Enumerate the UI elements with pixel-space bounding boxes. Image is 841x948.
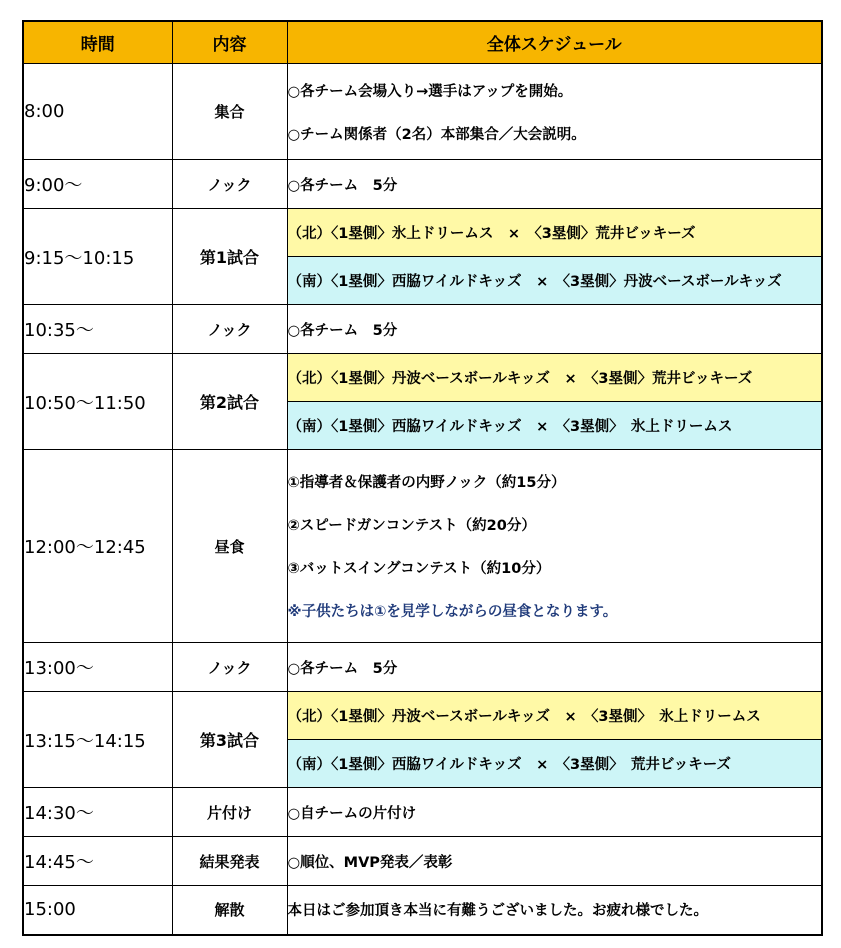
- table-row: [23, 788, 822, 837]
- row-category: 昼食: [172, 450, 287, 643]
- row-description: [287, 450, 822, 643]
- row-time: 12:00～12:45: [23, 450, 172, 643]
- row-description: [287, 64, 822, 160]
- row-time: 10:50～11:50: [23, 354, 172, 450]
- row-description: ○順位、MVP発表／表彰: [287, 837, 822, 886]
- row-description: ○各チーム 5分: [287, 643, 822, 692]
- desc-line: ○チーム関係者（2名）本部集合／大会説明。: [287, 126, 586, 143]
- row-category: 結果発表: [172, 837, 287, 886]
- table-row: [23, 692, 822, 740]
- row-category: 第2試合: [172, 354, 287, 450]
- row-category: 第1試合: [172, 209, 287, 305]
- row-time: 9:00～: [23, 160, 172, 209]
- row-category: ノック: [172, 643, 287, 692]
- table-row: [23, 354, 822, 402]
- row-category: ノック: [172, 160, 287, 209]
- match-south: （南）〈1塁側〉西脇ワイルドキッズ × 〈3塁側〉丹波ベースボールキッズ: [287, 257, 822, 305]
- lunch-item: ②スピードガンコンテスト（約20分）: [287, 518, 536, 534]
- header-content: 内容: [172, 21, 287, 64]
- header-row: [23, 21, 822, 64]
- lunch-item: ①指導者＆保護者の内野ノック（約15分）: [287, 475, 566, 491]
- schedule-table: [22, 20, 823, 936]
- row-category: 片付け: [172, 788, 287, 837]
- lunch-note: ※子供たちは①を見学しながらの昼食となります。: [287, 604, 618, 620]
- row-category: 第3試合: [172, 692, 287, 788]
- match-north: （北）〈1塁側〉氷上ドリームス × 〈3塁側〉荒井ビッキーズ: [287, 209, 822, 257]
- table-row: [23, 886, 822, 935]
- match-south: （南）〈1塁側〉西脇ワイルドキッズ × 〈3塁側〉 荒井ビッキーズ: [287, 740, 822, 788]
- table-row: [23, 160, 822, 209]
- row-category: 解散: [172, 886, 287, 935]
- row-time: 13:00～: [23, 643, 172, 692]
- row-time: 10:35～: [23, 305, 172, 354]
- header-schedule: 全体スケジュール: [287, 21, 822, 64]
- row-description: ○各チーム 5分: [287, 305, 822, 354]
- row-time: 13:15～14:15: [23, 692, 172, 788]
- table-row: [23, 305, 822, 354]
- match-south: （南）〈1塁側〉西脇ワイルドキッズ × 〈3塁側〉 氷上ドリームス: [287, 402, 822, 450]
- row-category: 集合: [172, 64, 287, 160]
- header-time: 時間: [23, 21, 172, 64]
- match-north: （北）〈1塁側〉丹波ベースボールキッズ × 〈3塁側〉 氷上ドリームス: [287, 692, 822, 740]
- row-category: ノック: [172, 305, 287, 354]
- lunch-item: ③バットスイングコンテスト（約10分）: [287, 561, 551, 577]
- row-time: 9:15～10:15: [23, 209, 172, 305]
- table-row: [23, 837, 822, 886]
- row-time: 8:00: [23, 64, 172, 160]
- match-north: （北）〈1塁側〉丹波ベースボールキッズ × 〈3塁側〉荒井ビッキーズ: [287, 354, 822, 402]
- row-time: 15:00: [23, 886, 172, 935]
- row-description: ○自チームの片付け: [287, 788, 822, 837]
- table-row: [23, 643, 822, 692]
- row-description: ○各チーム 5分: [287, 160, 822, 209]
- row-time: 14:30～: [23, 788, 172, 837]
- row-time: 14:45～: [23, 837, 172, 886]
- row-description: 本日はご参加頂き本当に有難うございました。お疲れ様でした。: [287, 886, 822, 935]
- table-row: [23, 209, 822, 257]
- table-row: [23, 450, 822, 643]
- desc-line: ○各チーム会場入り→選手はアップを開始。: [287, 83, 573, 100]
- table-row: [23, 64, 822, 160]
